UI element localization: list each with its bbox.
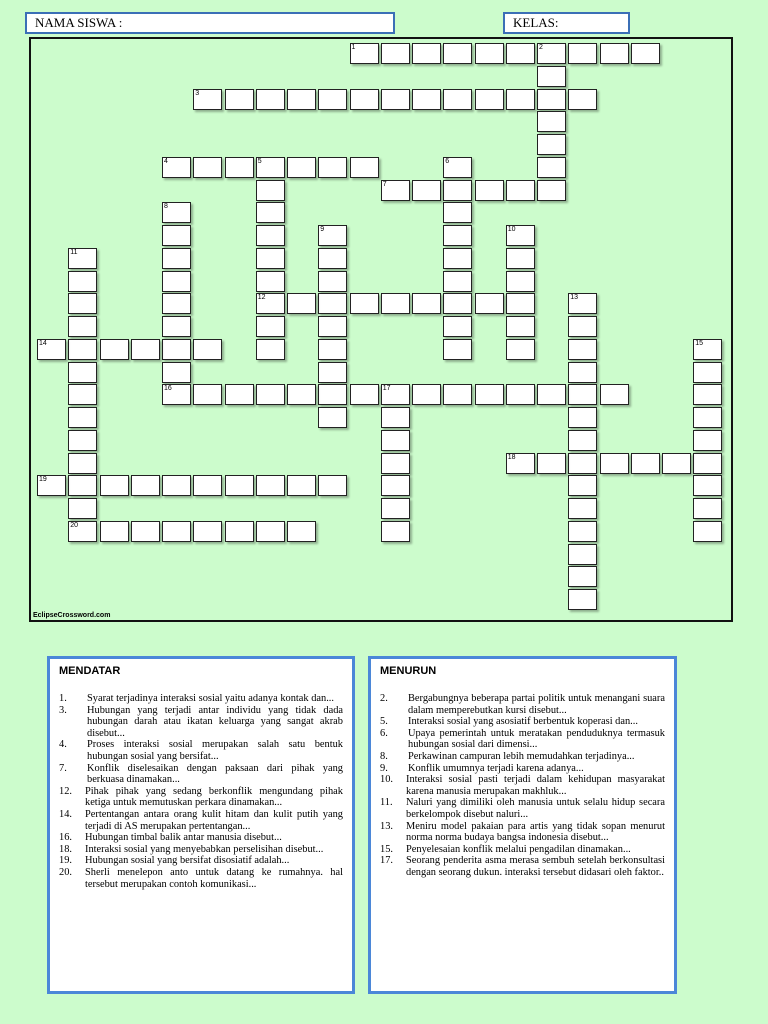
crossword-cell[interactable] (693, 362, 722, 383)
crossword-cell[interactable] (350, 43, 379, 64)
clue-text: Upaya pemerintah untuk meratakan penduduknya termasuk hubungan sosial dari dimensi... (408, 727, 665, 751)
crossword-cell[interactable] (318, 248, 347, 269)
crossword-cell[interactable] (412, 384, 441, 405)
clue-number: 20. (59, 866, 72, 878)
clue-number: 16. (59, 832, 72, 844)
across-clue-item (59, 855, 343, 867)
crossword-cell[interactable] (162, 362, 191, 383)
across-clue-list (59, 693, 343, 890)
clue-number-label: 12 (257, 294, 266, 302)
across-clue-item (59, 763, 343, 786)
down-clues-panel (368, 656, 677, 994)
clue-number-label: 15 (695, 339, 704, 347)
clue-number: 11. (380, 797, 393, 809)
crossword-cell[interactable] (537, 453, 566, 474)
crossword-cell[interactable] (506, 248, 535, 269)
crossword-cell[interactable] (131, 521, 160, 542)
crossword-cell[interactable] (318, 316, 347, 337)
crossword-cell[interactable] (600, 43, 629, 64)
crossword-cell[interactable] (412, 180, 441, 201)
crossword-cell[interactable] (193, 89, 222, 110)
crossword-cell[interactable] (193, 521, 222, 542)
down-clue-item (380, 797, 665, 820)
crossword-cell[interactable] (568, 362, 597, 383)
crossword-cell[interactable] (506, 339, 535, 360)
clue-text: Pertentangan antara orang kulit hitam dan kulit putih yang terjadi di AS merupakan pertentangan... (85, 808, 343, 832)
clue-number-label: 8 (164, 203, 168, 211)
crossword-cell[interactable] (162, 293, 191, 314)
crossword-cell[interactable] (568, 566, 597, 587)
clue-number: 12. (59, 785, 72, 797)
clue-text: Hubungan yang terjadi antar individu yang tidak dada hubungan darah atau ikatan keluarga yang sangat akrab disebut... (87, 704, 343, 739)
crossword-cell[interactable] (412, 293, 441, 314)
clue-number: 7. (59, 762, 67, 774)
crossword-cell[interactable] (318, 384, 347, 405)
crossword-cell[interactable] (506, 225, 535, 246)
crossword-cell[interactable] (68, 384, 97, 405)
across-clue-item (59, 786, 343, 809)
crossword-cell[interactable] (443, 271, 472, 292)
clue-number-label: 4 (164, 157, 168, 165)
crossword-cell[interactable] (318, 89, 347, 110)
crossword-cell[interactable] (381, 293, 410, 314)
crossword-cell[interactable] (225, 157, 254, 178)
crossword-cell[interactable] (381, 521, 410, 542)
clue-number: 10. (380, 774, 393, 786)
crossword-cell[interactable] (443, 248, 472, 269)
crossword-cell[interactable] (68, 430, 97, 451)
crossword-cell[interactable] (381, 453, 410, 474)
crossword-cell[interactable] (287, 384, 316, 405)
crossword-cell[interactable] (568, 89, 597, 110)
crossword-cell[interactable] (537, 134, 566, 155)
clue-number-label: 20 (70, 521, 79, 529)
down-title: MENURUN (380, 665, 437, 677)
crossword-cell[interactable] (693, 521, 722, 542)
crossword-cell[interactable] (537, 111, 566, 132)
crossword-cell[interactable] (68, 521, 97, 542)
crossword-cell[interactable] (381, 430, 410, 451)
crossword-cell[interactable] (631, 453, 660, 474)
clue-number-label: 5 (257, 157, 262, 165)
clue-number: 19. (59, 855, 72, 867)
crossword-cell[interactable] (568, 475, 597, 496)
clue-number: 2. (380, 693, 388, 704)
crossword-cell[interactable] (162, 316, 191, 337)
crossword-cell[interactable] (162, 271, 191, 292)
crossword-cell[interactable] (100, 475, 129, 496)
down-clue-list (380, 693, 665, 879)
crossword-cell[interactable] (475, 384, 504, 405)
crossword-cell[interactable] (100, 521, 129, 542)
credit-text: EclipseCrossword.com (33, 612, 111, 619)
crossword-cell[interactable] (225, 475, 254, 496)
clue-number-label: 14 (39, 339, 47, 347)
down-clue-item (380, 763, 665, 775)
crossword-cell[interactable] (693, 430, 722, 451)
crossword-cell[interactable] (443, 384, 472, 405)
crossword-cell[interactable] (350, 157, 379, 178)
crossword-cell[interactable] (568, 498, 597, 519)
crossword-cell[interactable] (600, 453, 629, 474)
crossword-cell[interactable] (506, 180, 535, 201)
crossword-cell[interactable] (256, 89, 285, 110)
crossword-cell[interactable] (381, 384, 410, 405)
clue-number-label: 6 (445, 157, 450, 165)
crossword-cell[interactable] (412, 43, 441, 64)
across-clue-item (59, 739, 343, 762)
clue-text: Konflik diselesaikan dengan paksaan dari pihak yang berkuasa dinamakan... (87, 762, 343, 786)
crossword-cell[interactable] (693, 453, 722, 474)
clue-number-label: 10 (507, 226, 516, 233)
crossword-cell[interactable] (631, 43, 660, 64)
down-clue-item (380, 821, 665, 844)
crossword-cell[interactable] (568, 544, 597, 565)
crossword-cell[interactable] (256, 180, 285, 201)
crossword-cell[interactable] (68, 498, 97, 519)
clue-number: 4. (59, 739, 67, 751)
crossword-cell[interactable] (600, 384, 629, 405)
crossword-cell[interactable] (443, 339, 472, 360)
across-clue-item (59, 693, 343, 705)
crossword-cell[interactable] (693, 407, 722, 428)
crossword-cell[interactable] (568, 339, 597, 360)
clue-text: Hubungan timbal balik antar manusia disebut... (85, 832, 282, 844)
crossword-cell[interactable] (537, 66, 566, 87)
clue-number: 5. (380, 716, 388, 728)
crossword-cell[interactable] (256, 225, 285, 246)
crossword-cell[interactable] (506, 384, 535, 405)
crossword-cell[interactable] (68, 475, 97, 496)
across-clue-item (59, 867, 343, 890)
crossword-cell[interactable] (506, 293, 535, 314)
clue-text: Syarat terjadinya interaksi sosial yaitu adanya kontak dan... (87, 693, 334, 704)
crossword-cell[interactable] (162, 157, 191, 178)
crossword-cell[interactable] (537, 89, 566, 110)
crossword-cell[interactable] (256, 475, 285, 496)
crossword-cell[interactable] (662, 453, 691, 474)
clue-text: Interaksi sosial yang asosiatif berbentuk koperasi dan... (408, 716, 638, 728)
crossword-cell[interactable] (350, 293, 379, 314)
crossword-cell[interactable] (537, 384, 566, 405)
crossword-cell[interactable] (162, 202, 191, 223)
clue-text: Penyelesaian konflik melalui pengadilan dinamakan... (406, 843, 631, 855)
crossword-cell[interactable] (131, 339, 160, 360)
crossword-cell[interactable] (443, 43, 472, 64)
crossword-cell[interactable] (693, 339, 722, 360)
crossword-cell[interactable] (256, 248, 285, 269)
clue-number: 13. (380, 820, 393, 832)
crossword-cell[interactable] (318, 225, 347, 246)
clue-number: 8. (380, 750, 388, 762)
student-name-field[interactable] (25, 12, 395, 34)
down-clue-item (380, 751, 665, 763)
crossword-cell[interactable] (318, 362, 347, 383)
clue-number: 18. (59, 843, 72, 855)
crossword-cell[interactable] (537, 43, 566, 64)
crossword-cell[interactable] (506, 271, 535, 292)
crossword-cell[interactable] (443, 157, 472, 178)
crossword-cell[interactable] (68, 339, 97, 360)
crossword-cell[interactable] (350, 89, 379, 110)
crossword-cell[interactable] (318, 475, 347, 496)
crossword-cell[interactable] (68, 316, 97, 337)
crossword-cell[interactable] (350, 384, 379, 405)
crossword-cell[interactable] (193, 384, 222, 405)
crossword-cell[interactable] (68, 248, 97, 269)
down-clue-item (380, 774, 665, 797)
crossword-cell[interactable] (37, 475, 66, 496)
down-clue-item (380, 693, 665, 716)
clue-number-label: 9 (320, 226, 325, 233)
crossword-cell[interactable] (162, 248, 191, 269)
crossword-cell[interactable] (381, 89, 410, 110)
across-title: MENDATAR (59, 665, 121, 677)
crossword-cell[interactable] (100, 339, 129, 360)
clue-text: Seorang penderita asma merasa sembuh setelah berkonsultasi dengan seorang dukun. interaksi tersebut didasari oleh faktor.. (406, 855, 665, 878)
clue-number: 15. (380, 843, 393, 855)
crossword-cell[interactable] (256, 293, 285, 314)
crossword-cell[interactable] (475, 180, 504, 201)
crossword-cell[interactable] (68, 362, 97, 383)
crossword-cell[interactable] (256, 157, 285, 178)
class-field[interactable] (503, 12, 630, 34)
crossword-cell[interactable] (568, 293, 597, 314)
clue-number: 1. (59, 693, 67, 704)
crossword-cell[interactable] (37, 339, 66, 360)
crossword-cell[interactable] (68, 293, 97, 314)
crossword-cell[interactable] (381, 407, 410, 428)
crossword-cell[interactable] (537, 180, 566, 201)
crossword-cell[interactable] (568, 521, 597, 542)
clue-number: 6. (380, 727, 388, 739)
clue-number-label: 3 (195, 89, 200, 97)
clue-number: 3. (59, 704, 67, 716)
crossword-cell[interactable] (162, 475, 191, 496)
crossword-cell[interactable] (381, 475, 410, 496)
clue-text: Bergabungnya beberapa partai politik untuk menangani suara dalam memperebutkan kursi disebut... (408, 693, 665, 716)
student-name-label: NAMA SISWA : (35, 15, 123, 30)
clue-text: Interaksi sosial yang menyebabkan perselisihan disebut... (85, 843, 324, 855)
crossword-cell[interactable] (256, 271, 285, 292)
crossword-cell[interactable] (443, 225, 472, 246)
crossword-cell[interactable] (443, 293, 472, 314)
clue-number: 17. (380, 855, 393, 867)
clue-number-label: 2 (539, 44, 543, 51)
crossword-cell[interactable] (381, 180, 410, 201)
clue-text: Proses interaksi sosial merupakan salah satu bentuk hubungan sosial yang bersifat... (87, 739, 343, 762)
clue-number-label: 16 (164, 385, 172, 393)
crossword-cell[interactable] (443, 180, 472, 201)
crossword-cell[interactable] (162, 384, 191, 405)
crossword-cell[interactable] (443, 202, 472, 223)
crossword-cell[interactable] (568, 430, 597, 451)
across-clues-panel (47, 656, 355, 994)
clue-number-label: 19 (39, 476, 47, 484)
crossword-cell[interactable] (443, 316, 472, 337)
crossword-cell[interactable] (693, 384, 722, 405)
clue-text: Naluri yang dimiliki oleh manusia untuk selalu hidup secara berkelompok disebut naluri... (406, 797, 665, 820)
crossword-cell[interactable] (568, 589, 597, 610)
crossword-cell[interactable] (693, 498, 722, 519)
crossword-cell[interactable] (256, 384, 285, 405)
crossword-cell[interactable] (443, 89, 472, 110)
crossword-cell[interactable] (693, 475, 722, 496)
crossword-cell[interactable] (131, 475, 160, 496)
crossword-cell[interactable] (568, 384, 597, 405)
crossword-cell[interactable] (193, 475, 222, 496)
crossword-cell[interactable] (162, 521, 191, 542)
crossword-cell[interactable] (506, 43, 535, 64)
crossword-cell[interactable] (162, 339, 191, 360)
across-clue-item (59, 809, 343, 832)
crossword-cell[interactable] (318, 407, 347, 428)
crossword-cell[interactable] (287, 89, 316, 110)
clue-text: Perkawinan campuran lebih memudahkan terjadinya... (408, 750, 635, 762)
across-clue-item (59, 844, 343, 856)
crossword-cell[interactable] (506, 89, 535, 110)
down-clue-item (380, 855, 665, 878)
clue-text: Meniru model pakaian para artis yang tidak sopan menurut norma norma budaya bangsa indonesia disebut... (406, 820, 665, 844)
crossword-cell[interactable] (287, 293, 316, 314)
clue-number-label: 18 (507, 453, 516, 461)
crossword-cell[interactable] (162, 225, 191, 246)
crossword-cell[interactable] (568, 43, 597, 64)
crossword-cell[interactable] (68, 271, 97, 292)
down-clue-item (380, 844, 665, 856)
across-clue-item (59, 832, 343, 844)
crossword-cell[interactable] (287, 157, 316, 178)
crossword-cell[interactable] (68, 407, 97, 428)
clue-text: Konflik umumnya terjadi karena adanya... (408, 762, 584, 774)
crossword-cell[interactable] (506, 316, 535, 337)
clue-number-label: 17 (382, 385, 391, 393)
crossword-cell[interactable] (225, 89, 254, 110)
crossword-cell[interactable] (256, 202, 285, 223)
clue-number: 14. (59, 808, 72, 820)
class-label: KELAS: (513, 15, 559, 30)
clue-text: Interaksi sosial pasti terjadi dalam kehidupan masyarakat karena manusia merupakan makhluk... (406, 774, 665, 797)
crossword-cell[interactable] (225, 384, 254, 405)
crossword-cell[interactable] (506, 453, 535, 474)
crossword-cell[interactable] (256, 521, 285, 542)
crossword-cell[interactable] (225, 521, 254, 542)
crossword-cell[interactable] (287, 521, 316, 542)
crossword-cell[interactable] (568, 316, 597, 337)
across-clue-item (59, 705, 343, 740)
crossword-cell[interactable] (318, 157, 347, 178)
clue-number-label: 11 (70, 248, 78, 256)
clue-number: 9. (380, 762, 388, 774)
crossword-grid (29, 37, 733, 622)
crossword-cell[interactable] (568, 407, 597, 428)
crossword-cell[interactable] (568, 453, 597, 474)
crossword-cell[interactable] (193, 157, 222, 178)
crossword-cell[interactable] (537, 157, 566, 178)
crossword-cell[interactable] (318, 293, 347, 314)
clue-number-label: 13 (570, 294, 579, 302)
crossword-cell[interactable] (475, 43, 504, 64)
crossword-cell[interactable] (256, 339, 285, 360)
clue-text: Sherli menelepon anto untuk datang ke rumahnya. hal tersebut merupakan contoh komunikasi... (85, 866, 343, 890)
clue-number-label: 1 (351, 44, 356, 51)
crossword-cell[interactable] (68, 453, 97, 474)
crossword-cell[interactable] (256, 316, 285, 337)
clue-number-label: 7 (382, 180, 387, 188)
clue-text: Hubungan sosial yang bersifat disosiatif adalah... (85, 855, 290, 867)
down-clue-item (380, 716, 665, 728)
crossword-cell[interactable] (412, 89, 441, 110)
crossword-cell[interactable] (475, 293, 504, 314)
crossword-cell[interactable] (381, 498, 410, 519)
crossword-cell[interactable] (318, 271, 347, 292)
crossword-cell[interactable] (318, 339, 347, 360)
clue-text: Pihak pihak yang sedang berkonflik mengundang pihak ketiga untuk memutuskan perkara dinamakan... (85, 785, 343, 809)
crossword-cell[interactable] (381, 43, 410, 64)
crossword-cell[interactable] (193, 339, 222, 360)
crossword-cell[interactable] (475, 89, 504, 110)
crossword-cell[interactable] (287, 475, 316, 496)
down-clue-item (380, 728, 665, 751)
